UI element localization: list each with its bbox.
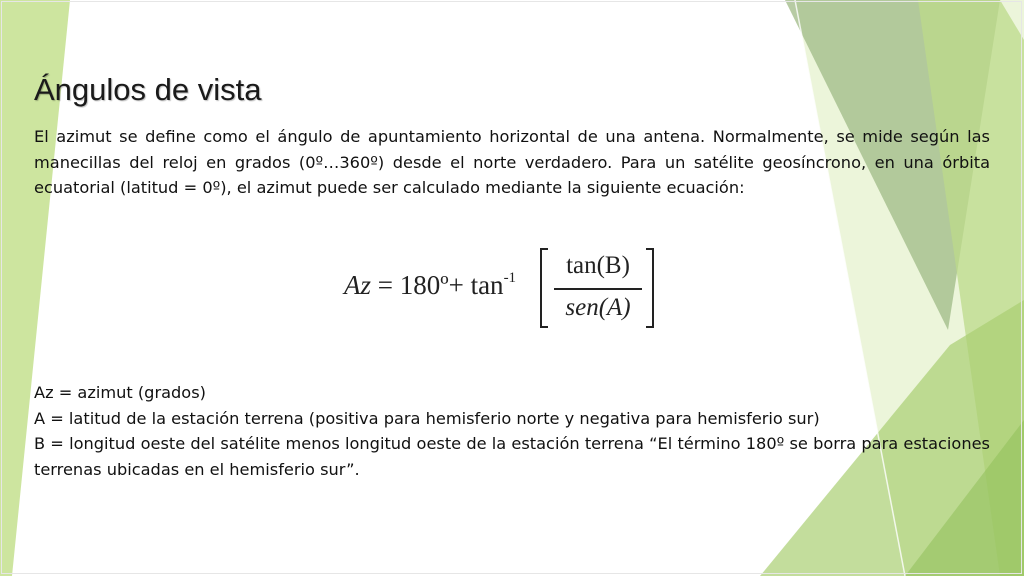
right-bracket: [646, 248, 654, 328]
azimuth-equation: [340, 242, 662, 334]
definition-a: A = latitud de la estación terrena (positiva para hemisferio norte y negativa para hemisferio sur): [34, 408, 820, 428]
left-bracket: [540, 248, 548, 328]
equation-exponent: -1: [503, 270, 517, 286]
slide-title: Ángulos de vista: [34, 72, 262, 107]
definitions-list: [34, 380, 990, 482]
equation-constant: = 180º+ tan: [371, 270, 504, 300]
equation-az: Az: [344, 270, 371, 300]
definition-az: Az = azimut (grados): [34, 383, 206, 402]
equation-denominator: sen(A): [565, 294, 631, 321]
definition-b: B = longitud oeste del satélite menos longitud oeste de la estación terrena “El término 180º se borra para estaciones terrenas ubicadas en el hemisferio sur”.: [34, 434, 990, 479]
fraction-bar: [554, 288, 642, 290]
equation-lhs: [344, 270, 516, 301]
intro-paragraph: El azimut se define como el ángulo de apuntamiento horizontal de una antena. Normalmente, se mide según las manecillas del reloj en grados (0º…360º) desde el norte verdadero. Para un satélite geosíncrono, en una órbita ecuatorial (latitud = 0º), el azimut puede ser calculado mediante la siguiente ecuación:: [34, 127, 990, 197]
equation-numerator: tan(B): [566, 252, 630, 279]
